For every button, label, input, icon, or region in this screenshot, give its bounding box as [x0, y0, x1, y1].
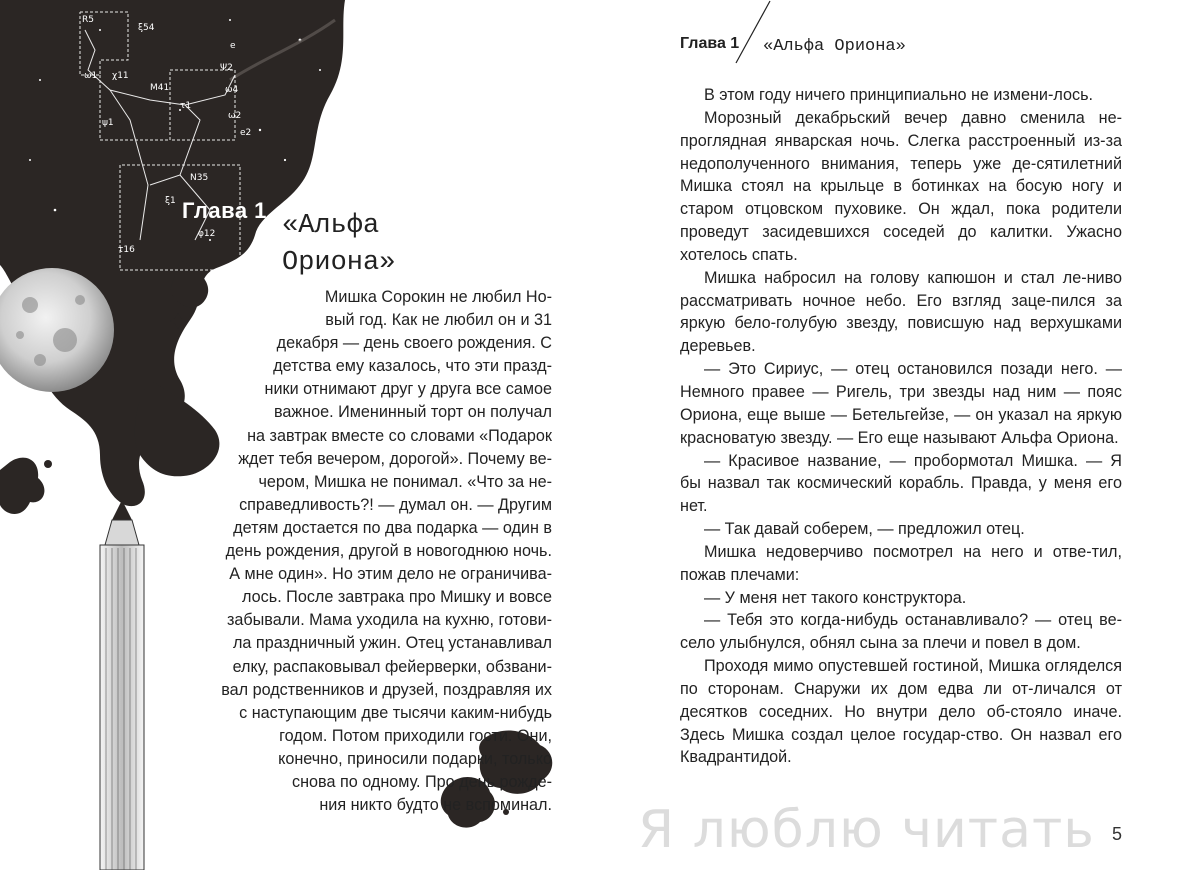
paragraph: — Это Сириус, — отец остановился позади него. — Немного правее — Ригель, три звезды над ним — пояс Ориона, еще выше — Бетельгейзе, — он указал на яркую красноватую звезду. — Его еще называют Альфа Ориона. — [680, 360, 1122, 447]
paragraph: — Красивое название, — пробормотал Мишка. — Я бы назвал так космический корабль. Правда, у меня его нет. — [680, 451, 1122, 516]
svg-text:R5: R5 — [82, 15, 94, 25]
svg-text:e2: e2 — [240, 128, 252, 138]
paragraph: — Тебя это когда-нибудь останавливало? — отец ве-село улыбнулся, обнял сына за плечи и повел в дом. — [680, 611, 1122, 653]
chapter-label: Глава 1 — [182, 198, 267, 223]
paragraph: В этом году ничего принципиально не измени-лось. — [704, 86, 1094, 104]
text-line: день рождения, другой в новогоднюю ночь. — [225, 542, 552, 561]
watermark: Я люблю читать — [638, 800, 1095, 860]
text-line: ники отнимают друг у друга все самое — [264, 380, 552, 399]
text-line: снова по одному. Про день рожде- — [292, 772, 552, 791]
text-line: детям достается по два подарка — один в — [233, 518, 552, 537]
text-line: забывали. Мама уходила на кухню, готови- — [226, 611, 552, 630]
svg-text:τ1: τ1 — [180, 101, 192, 111]
text-line: конечно, приносили подарки, только — [278, 749, 552, 768]
svg-text:ω2: ω2 — [228, 111, 242, 121]
left-body-text — [120, 286, 552, 817]
paragraph: Мишка недоверчиво посмотрел на него и отве-тил, пожав плечами: — [680, 542, 1122, 584]
svg-text:φ12: φ12 — [198, 229, 216, 239]
svg-text:ω4: ω4 — [225, 85, 239, 95]
svg-text:e: e — [230, 41, 236, 51]
right-body-text — [680, 84, 1122, 769]
paragraph: Морозный декабрьский вечер давно сменила не-проглядная январская ночь. Слегка расстроенный из-за недополученного внимания, теперь уже де-сятилетний Мишка стоял на крыльце в ботинках на босую ногу и старом отцовском пуховике. Он ждал, пока родители проведут засидевшихся соседей до калитки. Ужасно хотелось спать. — [680, 108, 1122, 264]
paragraph: — У меня нет такого конструктора. — [704, 588, 967, 607]
text-line: декабря — день своего рождения. С — [276, 334, 552, 353]
text-line: справедливость?! — думал он. — Другим — [239, 495, 552, 514]
page-number: 5 — [1112, 824, 1123, 844]
svg-text:Ψ2: Ψ2 — [220, 63, 233, 73]
text-line: ния никто будто не вспоминал. — [319, 796, 552, 815]
text-line: лось. После завтрака про Мишку и вовсе — [242, 588, 552, 607]
ink-splatter — [0, 458, 44, 514]
paragraph: Проходя мимо опустевшей гостиной, Мишка огляделся по сторонам. Снаружи их дом едва ли от-личался от десятков соседних. Но внутри дело об-стояло иначе. Здесь Мишка создал целое государ-ство. Он назвал его Квадрантидой. — [680, 657, 1122, 767]
text-line: детства ему казалось, что эти празд- — [273, 357, 552, 376]
text-line: ла праздничный ужин. Отец устанавливал — [232, 634, 552, 653]
text-line: Мишка Сорокин не любил Но- — [324, 288, 552, 306]
header-divider — [733, 0, 773, 66]
text-line: елку, распаковывал фейерверки, обзвани- — [232, 657, 552, 676]
chapter-title-line: «Альфа — [282, 211, 380, 241]
text-line: на завтрак вместе со словами «Подарок — [247, 426, 552, 445]
svg-text:ω1: ω1 — [84, 71, 98, 81]
text-line: А мне один». Но этим дело не ограничива- — [229, 565, 552, 584]
svg-text:N35: N35 — [190, 173, 209, 183]
chapter-title — [282, 208, 395, 282]
running-header-title: «Альфа Ориона» — [763, 37, 906, 56]
text-line: с наступающим две тысячи каким-нибудь — [239, 703, 552, 722]
chapter-title-line: Ориона» — [282, 248, 396, 278]
svg-text:ψ1: ψ1 — [102, 118, 114, 128]
text-line: вый год. Как не любил он и 31 — [325, 311, 552, 330]
text-line: вал родственников и друзей, поздравляя их — [221, 680, 552, 699]
svg-text:χ11: χ11 — [112, 71, 129, 81]
svg-text:ξ1: ξ1 — [165, 196, 176, 206]
paragraph: — Так давай соберем, — предложил отец. — [704, 520, 1025, 539]
text-line: важное. Именинный торт он получал — [273, 403, 552, 422]
text-line: ждет тебя вечером, дорогой». Почему ве- — [238, 449, 552, 468]
paragraph: Мишка набросил на голову капюшон и стал ле-ниво рассматривать ночное небо. Его взгляд заце-пился за яркую бело-голубую звезду, повисшую над верхушками деревьев. — [680, 268, 1122, 356]
svg-text:M41: M41 — [150, 83, 170, 93]
text-line: годом. Потом приходили гости. Они, — [279, 726, 552, 745]
text-line: чером, Мишка не понимал. «Что за не- — [258, 472, 552, 491]
svg-text:τ16: τ16 — [118, 245, 135, 255]
running-header-label: Глава 1 — [680, 35, 740, 52]
svg-text:ξ54: ξ54 — [138, 23, 155, 33]
